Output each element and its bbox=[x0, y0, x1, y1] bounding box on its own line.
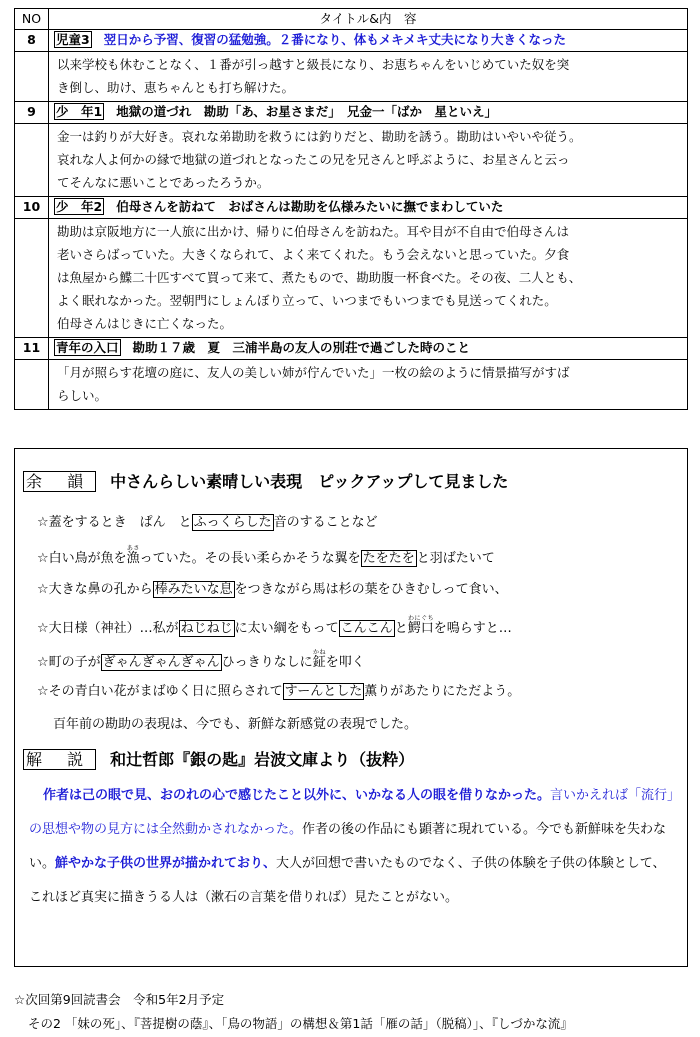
ruby-word: 漁あさ bbox=[126, 545, 140, 566]
ruby-word: 鉦かね bbox=[312, 649, 326, 670]
body-line: き倒し、助け、恵ちゃんとも打ち解けた。 bbox=[57, 80, 295, 95]
highlight-box: 棒みたいな息 bbox=[154, 582, 233, 597]
kaisetsu-tag: 解 説 bbox=[23, 749, 96, 770]
body-line: は魚屋から鰈二十匹すべて買って来て、煮たもので、勘助腹一杯食べた。その夜、二人とも、 bbox=[57, 270, 582, 285]
expression-item: ☆蓋をするとき ぱん と ふっくらした 音のすることなど bbox=[37, 515, 378, 530]
expression-item: ☆大日様（神社）…私が ねじねじ に太い綱をもって こんこん と鰐口わにぐちを鳴らすと… bbox=[37, 615, 512, 636]
row-no: 8 bbox=[15, 30, 49, 52]
row-body bbox=[49, 219, 688, 338]
next-meeting-detail: その2 「妹の死」、『菩提樹の蔭』、「鳥の物語」の構想＆第1話「雁の話」（脱稿）」、『しづかな流』 bbox=[28, 1016, 573, 1031]
body-line: 伯母さんはじきに亡くなった。 bbox=[57, 316, 233, 331]
body-line: 老いさらばっていた。大きくなられて、よく来てくれた。もう会えないと思っていた。夕食 bbox=[57, 247, 570, 262]
table-row-body bbox=[15, 52, 688, 102]
row-title bbox=[49, 338, 688, 360]
highlight-box: たをたを bbox=[362, 551, 415, 566]
row-title-text: 伯母さんを訪ねて おばさんは勘助を仏様みたいに撫でまわしていた bbox=[116, 199, 504, 214]
yoin-heading bbox=[23, 469, 508, 492]
row-title bbox=[49, 102, 688, 124]
content-table bbox=[14, 8, 688, 410]
body-line: 勘助は京阪地方に一人旅に出かけ、帰りに伯母さんを訪ねた。耳や目が不自由で伯母さんは bbox=[57, 224, 570, 239]
next-meeting-line: ☆次回第9回読書会 令和5年2月予定 bbox=[14, 992, 225, 1007]
row-title-text: 翌日から予習、復習の猛勉強。２番になり、体もメキメキ丈夫になり大きくなった bbox=[103, 32, 566, 47]
table-row-body bbox=[15, 219, 688, 338]
row-title bbox=[49, 30, 688, 52]
expression-item: ☆白い鳥が魚を漁あさっていた。その長い柔らかそうな翼を たをたを と羽ばたいて bbox=[37, 545, 495, 566]
kaisetsu-heading bbox=[23, 747, 414, 770]
commentary-panel bbox=[14, 448, 688, 967]
body-line: 哀れな人よ何かの縁で地獄の道づれとなったこの兄を兄さんと呼ぶように、お星さんと云っ bbox=[57, 152, 570, 167]
row-tag: 青年の入口 bbox=[56, 340, 119, 355]
table-header bbox=[15, 9, 688, 30]
highlight-box: すーんとした bbox=[284, 684, 363, 699]
row-body bbox=[49, 124, 688, 197]
expression-item: ☆町の子が ぎゃんぎゃんぎゃん ひっきりなしに鉦かねを叩く bbox=[37, 649, 365, 670]
row-no: 11 bbox=[15, 338, 49, 360]
body-line: よく眠れなかった。翌朝門にしょんぼり立って、いつまでもいつまでも見送ってくれた。 bbox=[57, 293, 557, 308]
yoin-title: 中さんらしい素晴しい表現 ピックアップして見ました bbox=[110, 472, 509, 491]
yoin-closing: 百年前の勘助の表現は、今でも、新鮮な新感覚の表現でした。 bbox=[53, 717, 418, 732]
highlight-box: ふっくらした bbox=[193, 515, 272, 530]
highlight-box: ねじねじ bbox=[180, 621, 233, 636]
table-row bbox=[15, 338, 688, 360]
body-line: 「月が照らす花壇の庭に、友人の美しい姉が佇んでいた」一枚の絵のように情景描写がすば bbox=[57, 365, 570, 380]
row-title-text: 地獄の道づれ 勘助「あ、お星さまだ」 兄金一「ばか 星といえ」 bbox=[116, 104, 497, 119]
body-line: 以来学校も休むことなく、１番が引っ越すと級長になり、お恵ちゃんをいじめていた奴を突 bbox=[57, 57, 570, 72]
table-row bbox=[15, 197, 688, 219]
header-title: タイトル&内 容 bbox=[49, 9, 688, 30]
row-body bbox=[49, 360, 688, 410]
body-line: らしい。 bbox=[57, 388, 108, 403]
yoin-tag: 余 韻 bbox=[23, 471, 96, 492]
table-row bbox=[15, 102, 688, 124]
header-no: NO bbox=[15, 9, 49, 30]
body-line: 金一は釣りが大好き。哀れな弟勘助を救うには釣りだと、勘助を誘う。勘助はいやいや従う。 bbox=[57, 129, 582, 144]
kaisetsu-paragraph: 作者は己の眼で見、おのれの心で感じたこと以外に、いかなる人の眼を借りなかった。言いかえれば「流行」の思想や物の見方には全然動かされなかった。作者の後の作品にも顕著に現れている。今でも新鮮味を失わない。鮮やかな子供の世界が描かれており、大人が回想で書いたものでなく、子供の体験を子供の体験として、これほど真実に描きうる人は（漱石の言葉を借りれば）見たことがない。 bbox=[29, 788, 674, 905]
row-title-text: 勘助１７歳 夏 三浦半島の友人の別荘で過ごした時のこと bbox=[132, 340, 471, 355]
expression-item: ☆大きな鼻の孔から 棒みたいな息 をつきながら馬は杉の葉をひきむしって食い、 bbox=[37, 582, 508, 597]
body-line: てそんなに悪いことであったろうか。 bbox=[57, 175, 270, 190]
row-tag: 少 年1 bbox=[56, 104, 103, 119]
row-body bbox=[49, 52, 688, 102]
row-no: 10 bbox=[15, 197, 49, 219]
highlight-box: こんこん bbox=[340, 621, 393, 636]
expression-item: ☆その青白い花がまばゆく日に照らされて すーんとした 薫りがあたりにただよう。 bbox=[37, 684, 521, 699]
highlight-box: ぎゃんぎゃんぎゃん bbox=[102, 655, 220, 670]
ruby-word: 鰐口わにぐち bbox=[407, 615, 434, 636]
table-row-body bbox=[15, 124, 688, 197]
kaisetsu-title: 和辻哲郎『銀の匙』岩波文庫より（抜粋） bbox=[110, 750, 415, 769]
table-row bbox=[15, 30, 688, 52]
table-row-body bbox=[15, 360, 688, 410]
row-tag: 児童3 bbox=[56, 32, 90, 47]
row-title bbox=[49, 197, 688, 219]
row-no: 9 bbox=[15, 102, 49, 124]
row-tag: 少 年2 bbox=[56, 199, 103, 214]
